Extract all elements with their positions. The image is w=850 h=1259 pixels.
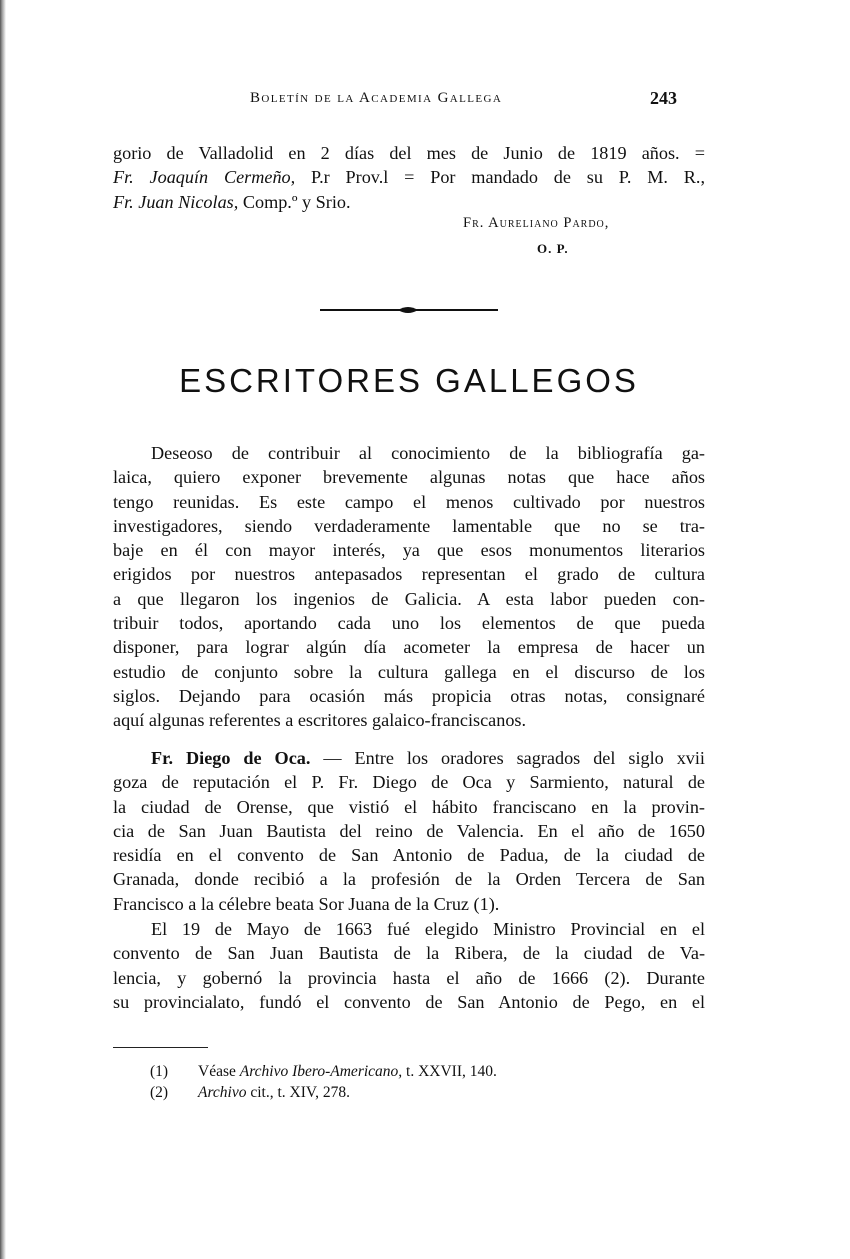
para3-line: lencia, y gobernó la provincia hasta el año de 1666 (2). Durante	[113, 967, 705, 988]
page-edge-shadow	[0, 0, 6, 1259]
footnote-post: cit., t. XIV, 278.	[246, 1084, 350, 1101]
para1-line: aquí algunas referentes a escritores galaico-franciscanos.	[113, 710, 527, 731]
intro-text	[113, 141, 705, 214]
entry-heading: Fr. Diego de Oca.	[151, 748, 311, 768]
para2-first-rest: — Entre los oradores sagrados del siglo xvii	[310, 748, 705, 768]
para2-line: la ciudad de Orense, que vistió el hábito franciscano en la provin-	[113, 796, 705, 817]
para1-line: siglos. Dejando para ocasión más propicia otras notas, consignaré	[113, 685, 705, 706]
paragraph-provincial	[113, 917, 705, 1014]
page-number: 243	[650, 88, 677, 108]
footnote-pre: Véase	[198, 1063, 240, 1080]
para1-line: tribuir todos, aportando cada uno los elementos de que pueda	[113, 613, 705, 634]
footnote-source: Archivo	[198, 1084, 247, 1101]
para2-line: goza de reputación el P. Fr. Diego de Oca y Sarmiento, natural de	[113, 772, 705, 793]
footnote-2	[150, 1082, 497, 1103]
footnote-rule	[113, 1047, 208, 1048]
intro-name-1: Fr. Joaquín Cermeño,	[113, 167, 296, 188]
para1-line: investigadores, siendo verdaderamente lamentable que no se tra-	[113, 515, 705, 536]
paragraph-intro	[113, 441, 705, 733]
footnote-number: (2)	[150, 1084, 169, 1101]
footnotes	[150, 1061, 497, 1103]
paragraph-diego-de-oca	[113, 746, 705, 916]
para1-line: estudio de conjunto sobre la cultura gallega en el discurso de los	[113, 661, 705, 682]
footnote-source: Archivo Ibero-Americano,	[239, 1063, 403, 1080]
intro-line-2	[113, 165, 705, 189]
intro-line-3-rest: Comp.º y Srio.	[238, 191, 351, 212]
para1-line: disponer, para lograr algún día acometer la empresa de hacer un	[113, 637, 705, 658]
para3-line: convento de San Juan Bautista de la Ribera, de la ciudad de Va-	[113, 943, 705, 964]
signature-name: Fr. Aureliano Pardo,	[463, 215, 610, 231]
ornament-divider	[320, 302, 498, 318]
para1-line: baje en él con mayor interés, ya que esos monumentos literarios	[113, 540, 705, 561]
para1-line: a que llegaron los ingenios de Galicia. A esta labor pueden con-	[113, 588, 705, 609]
para1-line: erigidos por nuestros antepasados representan el grado de cultura	[113, 564, 705, 585]
para2-line: cia de San Juan Bautista del reino de Valencia. En el año de 1650	[113, 820, 705, 841]
footnote-post: t. XXVII, 140.	[402, 1063, 497, 1080]
para2-line: Francisco a la célebre beata Sor Juana de la Cruz (1).	[113, 893, 500, 914]
para1-line: laica, quiero exponer brevemente algunas notas que hace años	[113, 467, 705, 488]
intro-line-1: gorio de Valladolid en 2 días del mes de Junio de 1819 años. =	[113, 143, 705, 163]
intro-name-2: Fr. Juan Nicolas,	[113, 191, 239, 212]
footnote-number: (1)	[150, 1063, 169, 1080]
para2-first-line	[113, 746, 705, 770]
para2-line: residía en el convento de San Antonio de Padua, de la ciudad de	[113, 845, 705, 866]
para1-line: Deseoso de contribuir al conocimiento de la bibliografía ga-	[151, 443, 705, 463]
intro-line-3	[113, 190, 705, 214]
section-title: ESCRITORES GALLEGOS	[179, 362, 639, 399]
para2-line: Granada, donde recibió a la profesión de la Orden Tercera de San	[113, 869, 705, 890]
running-header: Boletín de la Academia Gallega	[250, 90, 503, 106]
signature-order: O. P.	[537, 241, 569, 256]
para3-line: El 19 de Mayo de 1663 fué elegido Ministro Provincial en el	[151, 919, 705, 939]
footnote-1	[150, 1061, 497, 1082]
para1-line: tengo reunidas. Es este campo el menos cultivado por nuestros	[113, 491, 705, 512]
para3-line: su provincialato, fundó el convento de San Antonio de Pego, en el	[113, 991, 705, 1012]
intro-line-2-rest: P.r Prov.l = Por mandado de su P. M. R.,	[295, 167, 705, 188]
